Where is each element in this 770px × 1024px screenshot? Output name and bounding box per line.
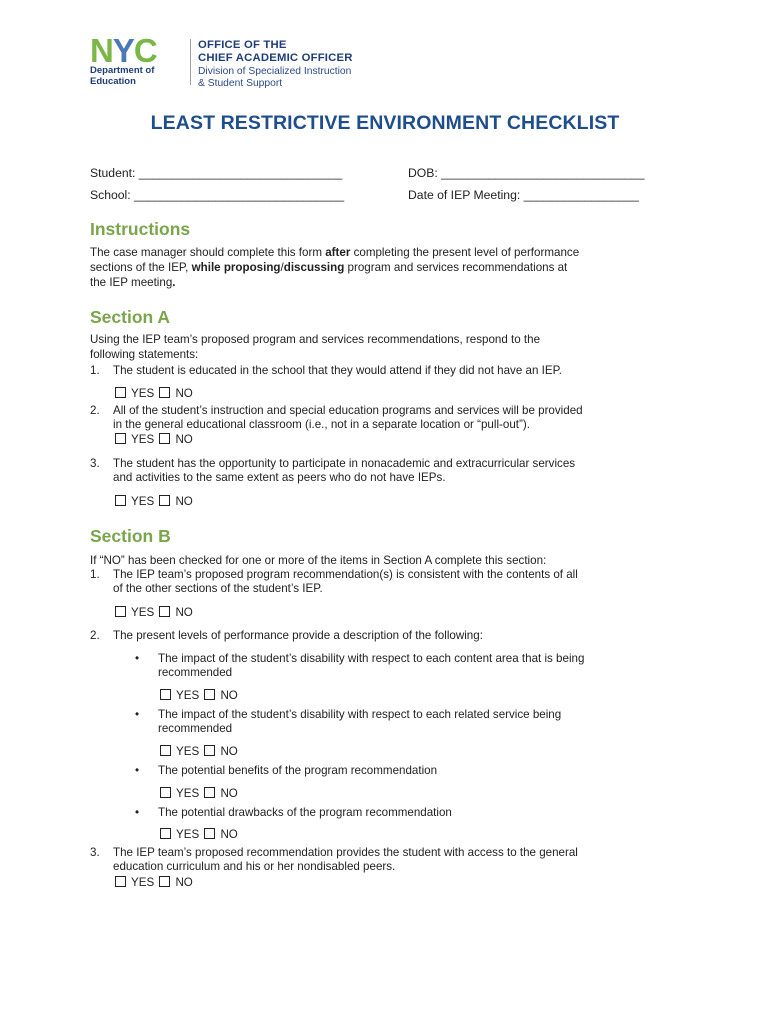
dob-field[interactable]: DOB: ______________________________ [408,166,645,180]
department-name: Department of Education [90,65,155,87]
no-checkbox[interactable] [204,828,215,839]
yes-no-b2a: YES NO [160,689,238,703]
section-a-intro: Using the IEP team’s proposed program and services recommendations, respond to the following statements: [90,333,541,361]
instructions-heading: Instructions [90,219,191,239]
no-checkbox[interactable] [159,606,170,617]
no-checkbox[interactable] [159,433,170,444]
yes-checkbox[interactable] [115,876,126,887]
yes-checkbox[interactable] [160,787,171,798]
yes-checkbox[interactable] [115,606,126,617]
yes-no-a1: YES NO [115,387,193,401]
yes-no-b3: YES NO [115,876,193,890]
no-checkbox[interactable] [159,387,170,398]
section-a-heading: Section A [90,307,171,327]
office-name: OFFICE OF THE CHIEF ACADEMIC OFFICER [198,39,353,64]
no-checkbox[interactable] [204,787,215,798]
nyc-doe-logo [90,32,380,89]
no-checkbox[interactable] [159,495,170,506]
section-b-heading: Section B [90,526,171,546]
yes-no-b1: YES NO [115,606,193,620]
yes-no-a3: YES NO [115,495,193,509]
section-b-intro: If “NO” has been checked for one or more of the items in Section A complete this section: [90,554,547,567]
yes-checkbox[interactable] [160,745,171,756]
yes-no-b2c: YES NO [160,787,238,801]
yes-checkbox[interactable] [115,433,126,444]
yes-checkbox[interactable] [115,495,126,506]
student-field[interactable]: Student: ______________________________ [90,166,343,180]
iep-date-field[interactable]: Date of IEP Meeting: _________________ [408,188,639,202]
yes-no-b2b: YES NO [160,745,238,759]
logo-divider [190,39,191,85]
school-field[interactable]: School: _______________________________ [90,188,345,202]
no-checkbox[interactable] [204,689,215,700]
no-checkbox[interactable] [204,745,215,756]
division-name: Division of Specialized Instruction & Student Support [198,66,352,89]
yes-no-a2: YES NO [115,433,193,447]
yes-checkbox[interactable] [115,387,126,398]
instructions-text: The case manager should complete this form after completing the present level of performance sections of the IEP, while proposing/discussing program and services recommendations at the IEP meeting. [90,246,580,289]
no-checkbox[interactable] [159,876,170,887]
page-title: LEAST RESTRICTIVE ENVIRONMENT CHECKLIST [150,112,620,134]
yes-checkbox[interactable] [160,689,171,700]
nyc-wordmark: NYC [90,32,157,69]
yes-checkbox[interactable] [160,828,171,839]
yes-no-b2d: YES NO [160,828,238,842]
